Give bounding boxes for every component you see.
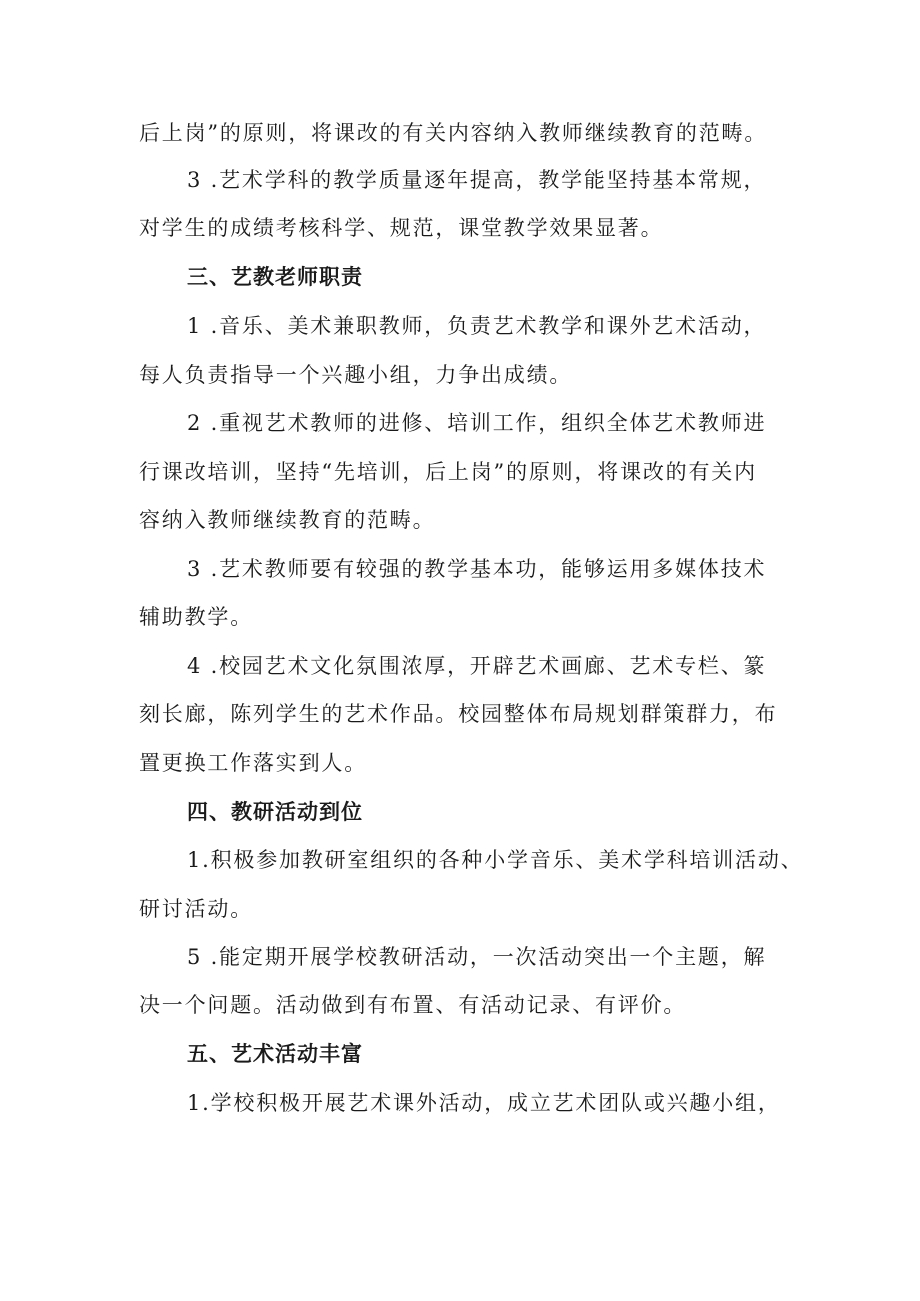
text-line: 对学生的成绩考核科学、规范，课堂教学效果显著。 bbox=[139, 216, 664, 240]
text-line: 4 .校园艺术文化氛围浓厚，开辟艺术画廊、艺术专栏、篆 bbox=[187, 654, 767, 678]
section-heading: 三、艺教老师职责 bbox=[187, 265, 363, 289]
text-line: 5 .能定期开展学校教研活动，一次活动突出一个主题，解 bbox=[187, 945, 767, 969]
text-line: 决一个问题。活动做到有布置、有活动记录、有评价。 bbox=[139, 993, 687, 1017]
text-line: 3 .艺术学科的教学质量逐年提高，教学能坚持基本常规， bbox=[187, 168, 767, 192]
text-line: 2 .重视艺术教师的进修、培训工作，组织全体艺术教师进 bbox=[187, 411, 767, 435]
text-line: 行课改培训，坚持“先培训，后上岗”的原则，将课改的有关内 bbox=[139, 460, 757, 484]
text-line: 置更换工作落实到人。 bbox=[139, 751, 367, 775]
text-line: 容纳入教师继续教育的范畴。 bbox=[139, 508, 436, 532]
text-line: 每人负责指导一个兴趣小组，力争出成绩。 bbox=[139, 363, 573, 387]
text-line: 1 .音乐、美术兼职教师，负责艺术教学和课外艺术活动， bbox=[187, 314, 767, 338]
text-line: 辅助教学。 bbox=[139, 605, 253, 629]
text-line: 研讨活动。 bbox=[139, 897, 253, 921]
text-line: 后上岗”的原则，将课改的有关内容纳入教师继续教育的范畴。 bbox=[139, 121, 768, 145]
text-line: 1.学校积极开展艺术课外活动，成立艺术团队或兴趣小组， bbox=[187, 1091, 781, 1115]
section-heading: 五、艺术活动丰富 bbox=[187, 1042, 363, 1066]
text-line: 1.积极参加教研室组织的各种小学音乐、美术学科培训活动、 bbox=[187, 848, 804, 872]
text-line: 刻长廊，陈列学生的艺术作品。校园整体布局规划群策群力，布 bbox=[139, 702, 778, 726]
section-heading: 四、教研活动到位 bbox=[187, 800, 363, 824]
text-line: 3 .艺术教师要有较强的教学基本功，能够运用多媒体技术 bbox=[187, 557, 767, 581]
